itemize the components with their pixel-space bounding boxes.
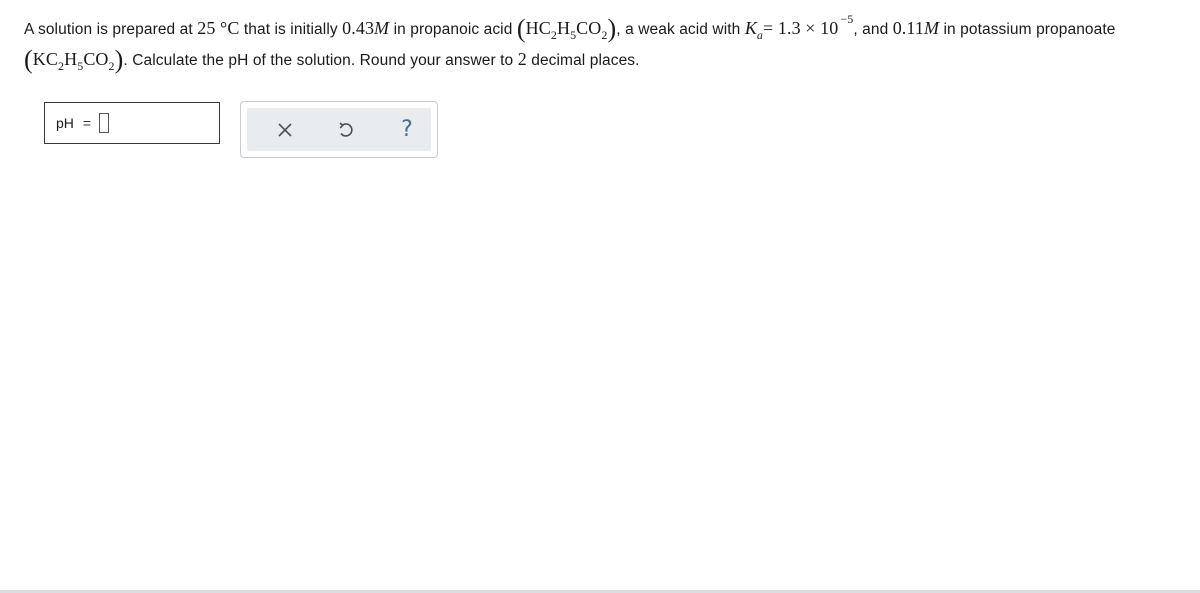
close-paren: )	[114, 45, 124, 74]
question-line-2	[24, 43, 1184, 74]
answer-box	[44, 102, 220, 144]
question-text	[24, 12, 1184, 74]
formula-part: H	[556, 18, 571, 38]
open-paren: (	[516, 14, 526, 43]
molarity-unit: M	[923, 18, 940, 38]
formula-part: CO	[83, 49, 109, 69]
question-text-segment: . Calculate the pH of the solution. Round your answer to	[123, 52, 518, 69]
equals-sign: =	[82, 115, 92, 131]
ka-expression	[744, 12, 854, 42]
undo-icon	[337, 121, 355, 139]
answer-label: pH	[56, 115, 74, 131]
answer-tools-panel	[240, 101, 438, 158]
ka-value: = 1.3 × 10	[763, 18, 839, 38]
question-text-segment: , a weak acid with	[616, 21, 745, 38]
acid-formula	[516, 14, 617, 43]
formula-subscript: 2	[601, 28, 608, 42]
question-text-segment: A solution is prepared at	[24, 21, 198, 38]
formula-part: HC	[525, 18, 551, 38]
question-text-segment: that is initially	[239, 21, 343, 38]
molarity-unit: M	[374, 18, 390, 38]
acid-concentration: 0.43	[342, 18, 375, 38]
decimal-places-value: 2	[517, 49, 527, 69]
answer-tools-bar	[247, 108, 431, 151]
formula-subscript: 2	[550, 28, 557, 42]
undo-button[interactable]	[324, 108, 368, 151]
help-icon: ?	[401, 116, 413, 142]
question-text-segment: in potassium propanoate	[939, 21, 1116, 38]
help-button[interactable]	[385, 108, 429, 151]
question-line-1	[24, 12, 1184, 43]
x-icon	[278, 123, 292, 137]
ka-exponent: −5	[840, 12, 854, 26]
formula-subscript: 5	[77, 59, 84, 73]
formula-part: H	[64, 49, 78, 69]
formula-subscript: 5	[570, 28, 577, 42]
open-paren: (	[24, 45, 33, 74]
clear-button[interactable]	[263, 108, 307, 151]
ph-answer-input[interactable]	[99, 113, 109, 133]
question-text-segment: in propanoic acid	[389, 21, 517, 38]
ka-symbol: K	[744, 18, 757, 38]
close-paren: )	[607, 14, 617, 43]
question-text-segment: , and	[853, 21, 893, 38]
formula-subscript: 2	[108, 59, 115, 73]
formula-part: KC	[32, 49, 58, 69]
question-text-segment: decimal places.	[526, 52, 640, 69]
formula-part: CO	[576, 18, 602, 38]
salt-formula	[24, 45, 124, 74]
ka-subscript: a	[756, 28, 764, 42]
temperature-value: 25 °C	[197, 18, 240, 38]
formula-subscript: 2	[57, 59, 65, 73]
salt-concentration: 0.11	[892, 18, 924, 38]
